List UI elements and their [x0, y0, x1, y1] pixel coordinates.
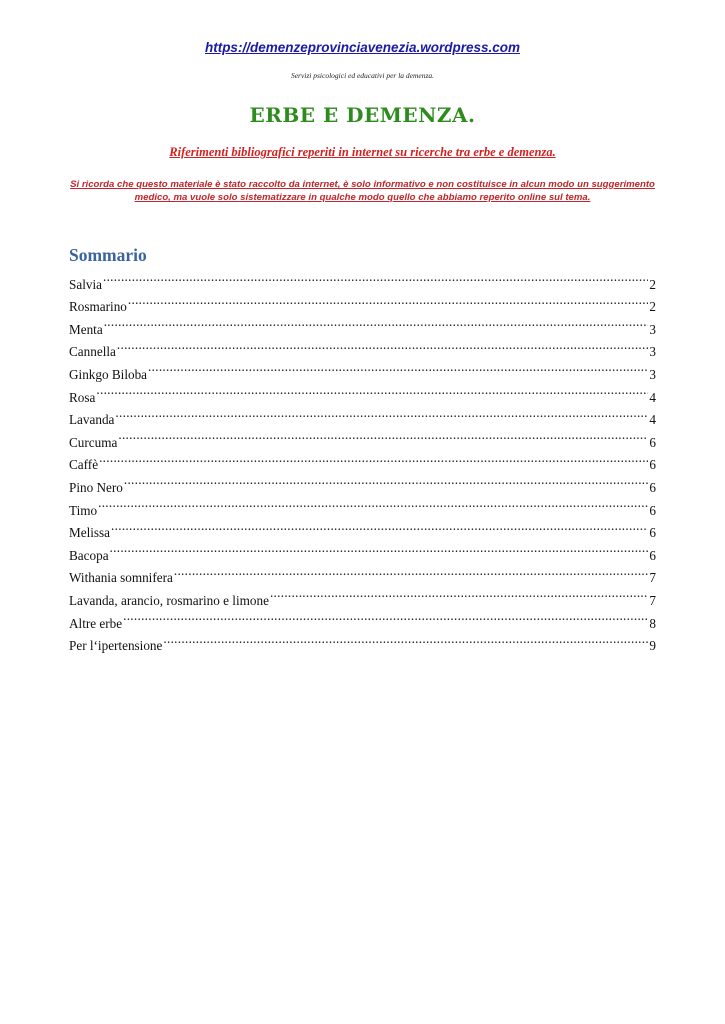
toc-entry-label: Caffè: [69, 457, 99, 473]
toc-entry[interactable]: [69, 515, 656, 541]
toc-entry-label: Rosmarino: [69, 299, 127, 315]
toc-entry[interactable]: [69, 469, 656, 495]
disclaimer-text: Si ricorda che questo materiale è stato raccolto da internet, è solo informativo e non costituisce in alcun modo un suggerimento medico, ma vuole solo sistematizzare in qualche modo quello che abbiamo reperito online sul tema.: [70, 179, 655, 203]
toc-entry[interactable]: [69, 379, 656, 405]
page-title: ERBE E DEMENZA.: [249, 103, 476, 127]
toc-entry-page-number: 3: [649, 366, 656, 382]
toc-dot-leader: [103, 266, 648, 289]
toc-dot-leader: [163, 628, 648, 651]
toc-entry-page-number: 6: [649, 502, 656, 518]
toc-entry[interactable]: [69, 289, 656, 315]
toc-entry-page-number: 7: [649, 570, 656, 586]
site-subtitle: Servizi psicologici ed educativi per la demenza.: [290, 71, 435, 80]
table-of-contents: [69, 266, 656, 654]
toc-dot-leader: [118, 424, 648, 447]
toc-dot-leader: [98, 492, 648, 515]
toc-entry-page-number: 6: [649, 547, 656, 563]
toc-entry[interactable]: [69, 356, 656, 382]
toc-dot-leader: [124, 469, 649, 492]
toc-entry-label: Lavanda: [69, 412, 115, 428]
toc-entry[interactable]: [69, 334, 656, 360]
toc-entry-label: Cannella: [69, 344, 116, 360]
toc-dot-leader: [270, 582, 648, 605]
toc-entry-page-number: 6: [649, 479, 656, 495]
toc-dot-leader: [174, 560, 649, 583]
toc-entry-label: Withania somnifera: [69, 570, 173, 586]
toc-dot-leader: [117, 334, 649, 357]
toc-entry[interactable]: [69, 537, 656, 563]
toc-entry[interactable]: [69, 628, 656, 654]
toc-entry[interactable]: [69, 311, 656, 337]
toc-entry-label: Melissa: [69, 525, 111, 541]
toc-heading: Sommario: [69, 245, 147, 265]
toc-entry-label: Menta: [69, 321, 103, 337]
toc-dot-leader: [123, 605, 648, 628]
site-link[interactable]: https://demenzeprovinciavenezia.wordpress.com: [204, 40, 521, 55]
toc-entry[interactable]: [69, 560, 656, 586]
toc-entry-label: Salvia: [69, 276, 102, 292]
toc-entry-page-number: 4: [649, 412, 656, 428]
toc-entry-label: Lavanda, arancio, rosmarino e limone: [69, 592, 269, 608]
toc-dot-leader: [148, 356, 648, 379]
toc-dot-leader: [115, 402, 648, 425]
toc-entry-page-number: 7: [649, 592, 656, 608]
toc-entry[interactable]: [69, 424, 656, 450]
toc-entry-page-number: 2: [649, 299, 656, 315]
toc-entry-label: Timo: [69, 502, 98, 518]
toc-entry[interactable]: [69, 266, 656, 292]
toc-dot-leader: [111, 515, 648, 538]
toc-entry-page-number: 4: [649, 389, 656, 405]
toc-entry-label: Bacopa: [69, 547, 109, 563]
toc-entry-page-number: 6: [649, 434, 656, 450]
toc-entry-page-number: 6: [649, 457, 656, 473]
toc-dot-leader: [96, 379, 648, 402]
toc-dot-leader: [110, 537, 649, 560]
toc-dot-leader: [104, 311, 649, 334]
references-line: Riferimenti bibliografici reperiti in internet su ricerche tra erbe e demenza.: [169, 145, 556, 159]
toc-entry-page-number: 9: [649, 638, 656, 654]
toc-entry-page-number: 6: [649, 525, 656, 541]
toc-entry[interactable]: [69, 447, 656, 473]
toc-entry-page-number: 8: [649, 615, 656, 631]
toc-entry-label: Pino Nero: [69, 479, 123, 495]
toc-entry-label: Per l‘ipertensione: [69, 638, 163, 654]
toc-entry-label: Altre erbe: [69, 615, 123, 631]
toc-entry-page-number: 2: [649, 276, 656, 292]
toc-entry-page-number: 3: [649, 321, 656, 337]
toc-entry[interactable]: [69, 605, 656, 631]
toc-entry-label: Curcuma: [69, 434, 118, 450]
toc-dot-leader: [99, 447, 648, 470]
toc-entry-label: Rosa: [69, 389, 96, 405]
toc-entry-label: Ginkgo Biloba: [69, 366, 148, 382]
toc-entry-page-number: 3: [649, 344, 656, 360]
toc-entry[interactable]: [69, 402, 656, 428]
toc-dot-leader: [128, 289, 649, 312]
toc-entry[interactable]: [69, 492, 656, 518]
